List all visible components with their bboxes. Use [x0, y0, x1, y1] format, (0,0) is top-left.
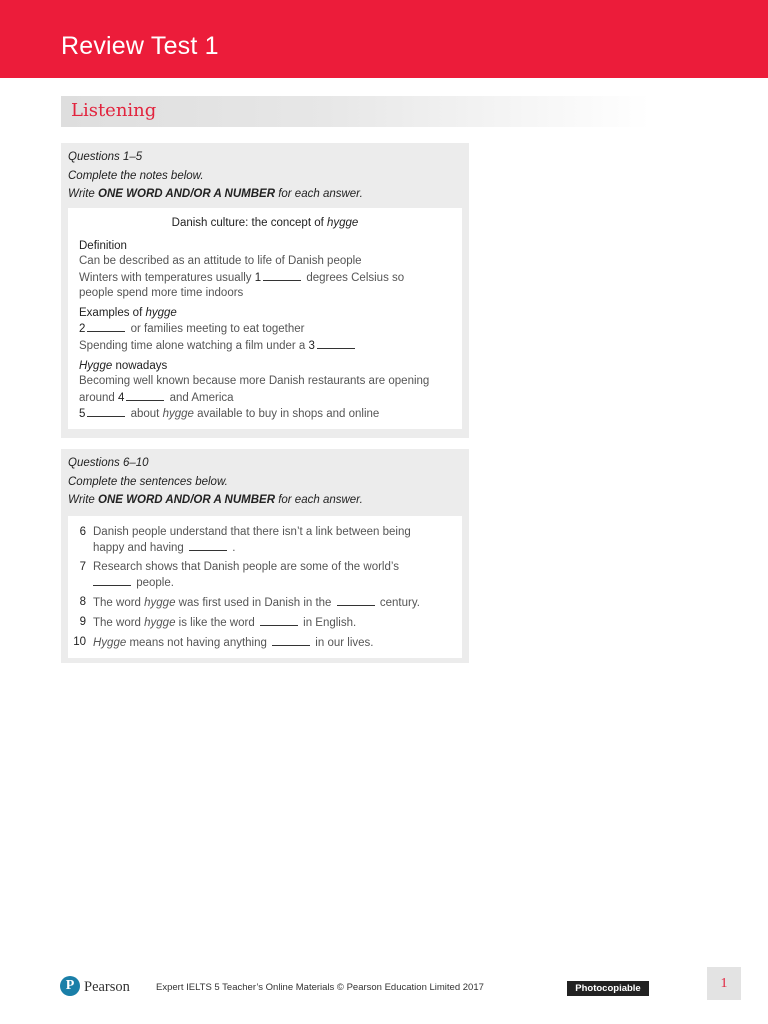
question-number: 2: [79, 323, 86, 336]
sentence-9: [68, 615, 462, 631]
sentence-text: Danish people understand that there isn’t a link between being: [93, 526, 411, 538]
question-number: 4: [118, 391, 125, 404]
instruction-line: [68, 491, 363, 510]
sentence-part: .: [229, 542, 236, 555]
note-line: Can be described as an attitude to life of Danish people: [79, 255, 362, 268]
question-number: 10: [73, 635, 86, 648]
note-line: Becoming well known because more Danish restaurants are opening: [79, 375, 430, 388]
examples-section: [79, 306, 457, 354]
note-line: [79, 321, 457, 337]
answer-blank-1[interactable]: [263, 270, 301, 281]
heading-text: nowadays: [112, 360, 168, 372]
sentence-part: was first used in Danish in the: [175, 597, 335, 610]
questions-range: Questions 1–5: [68, 151, 143, 163]
heading-emphasis: hygge: [145, 307, 177, 319]
notes-panel: [68, 208, 462, 429]
sentence-part: The word: [93, 616, 145, 629]
pearson-logo-icon: P: [60, 976, 80, 996]
question-number: 1: [254, 271, 262, 284]
instruction-line: Complete the notes below.: [68, 169, 204, 182]
answer-blank-3[interactable]: [317, 338, 355, 349]
answer-blank-2[interactable]: [87, 321, 125, 332]
note-text: or families meeting to eat together: [127, 323, 305, 336]
instruction-text: for each answer.: [275, 494, 363, 506]
answer-blank-4[interactable]: [126, 390, 164, 401]
section-heading: Definition: [79, 240, 127, 252]
page-number-box: [707, 967, 741, 1000]
instruction-text: for each answer.: [275, 188, 363, 200]
answer-blank-10[interactable]: [272, 635, 310, 646]
page-header: [0, 0, 768, 78]
sentence-6: [68, 525, 462, 557]
instruction-emphasis: ONE WORD AND/OR A NUMBER: [98, 494, 275, 506]
sentence-list: [68, 525, 462, 655]
sentences-panel: [68, 516, 462, 658]
answer-blank-8[interactable]: [337, 595, 375, 606]
section-heading: [79, 359, 457, 374]
heading-emphasis: Hygge: [79, 360, 113, 372]
note-text: Spending time alone watching a film under a: [79, 339, 309, 352]
instruction-text: Write: [68, 188, 99, 200]
note-line: [79, 390, 457, 406]
notes-title-text: Danish culture: the concept of: [171, 217, 327, 229]
definition-section: [79, 239, 457, 301]
sentence-10: [68, 635, 462, 651]
note-text: around: [79, 391, 119, 404]
sentence-part: The word: [93, 597, 145, 610]
instruction-emphasis: ONE WORD AND/OR A NUMBER: [98, 188, 275, 200]
heading-text: Examples of: [79, 307, 146, 319]
question-number: 7: [79, 561, 86, 574]
questions-1-5-instructions: [68, 148, 363, 204]
sentence-part: in our lives.: [312, 636, 374, 649]
sentence-part: happy and having: [93, 542, 187, 555]
note-text: and America: [166, 391, 234, 404]
instruction-line: [68, 185, 363, 204]
notes-title: [68, 217, 462, 229]
answer-blank-5[interactable]: [87, 406, 125, 417]
sentence-emphasis: hygge: [144, 597, 176, 610]
answer-blank-6[interactable]: [189, 540, 227, 551]
note-text: Winters with temperatures usually: [79, 271, 255, 284]
section-bar: [61, 96, 651, 127]
questions-range: Questions 6–10: [68, 457, 149, 469]
section-title: Listening: [71, 100, 157, 121]
question-number: 8: [79, 596, 86, 609]
note-text: available to buy in shops and online: [193, 407, 380, 420]
sentence-part: in English.: [299, 616, 357, 629]
notes-title-emphasis: hygge: [327, 217, 359, 229]
sentence-part: century.: [376, 597, 420, 610]
sentence-text: [93, 540, 462, 556]
questions-6-10-box: [61, 449, 469, 663]
sentence-part: people.: [133, 577, 174, 590]
questions-1-5-box: [61, 143, 469, 438]
questions-6-10-instructions: [68, 454, 363, 510]
page-title: Review Test 1: [61, 32, 219, 60]
note-emphasis: hygge: [162, 407, 194, 420]
copyright-text: Expert IELTS 5 Teacher’s Online Materials © Pearson Education Limited 2017: [156, 982, 484, 993]
instruction-text: Write: [68, 494, 99, 506]
sentence-8: [68, 595, 462, 611]
page-number: 1: [720, 976, 728, 991]
nowadays-section: [79, 359, 457, 422]
sentence-emphasis: Hygge: [93, 636, 127, 649]
question-number: 6: [79, 526, 86, 538]
publisher-name: Pearson: [84, 979, 130, 995]
sentence-text: Research shows that Danish people are some of the world’s: [93, 561, 399, 574]
photocopiable-badge: Photocopiable: [567, 981, 649, 996]
note-text: degrees Celsius so: [303, 271, 405, 284]
sentence-emphasis: hygge: [144, 616, 176, 629]
sentence-part: is like the word: [175, 616, 258, 629]
section-heading: [79, 306, 457, 321]
question-number: 3: [308, 339, 315, 352]
question-number: 9: [79, 615, 86, 628]
question-number: 5: [79, 407, 86, 420]
note-line: [79, 338, 457, 354]
sentence-part: means not having anything: [126, 636, 271, 649]
note-line: people spend more time indoors: [79, 286, 244, 299]
sentence-text: [93, 575, 462, 591]
note-text: about: [127, 407, 163, 420]
note-line: [79, 270, 457, 286]
answer-blank-9[interactable]: [260, 615, 298, 626]
sentence-7: [68, 560, 462, 592]
note-line: [79, 406, 457, 422]
answer-blank-7[interactable]: [93, 575, 131, 586]
instruction-line: Complete the sentences below.: [68, 475, 228, 488]
